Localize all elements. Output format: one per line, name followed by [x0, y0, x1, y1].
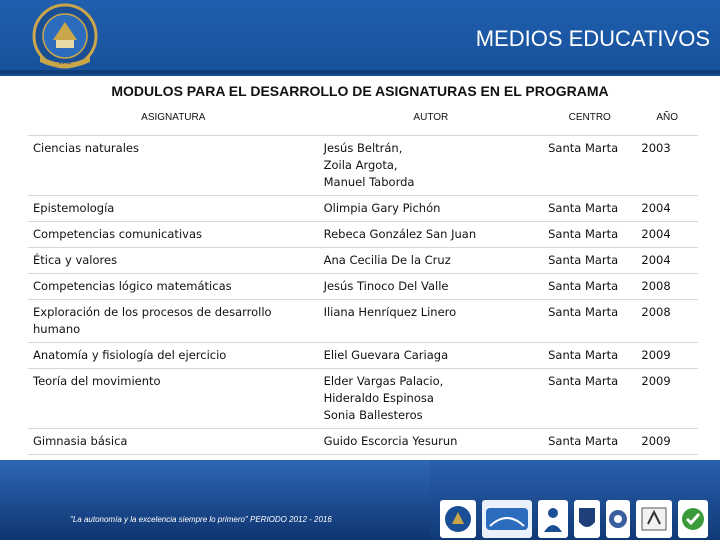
cell-anio: 2003	[636, 136, 698, 196]
cell-asignatura: Competencias comunicativas	[28, 222, 319, 248]
logo-check-icon	[678, 500, 708, 538]
logo-person-icon	[538, 500, 568, 538]
svg-text:1962: 1962	[58, 60, 72, 66]
header-bar	[0, 0, 720, 76]
cell-autor: Eliel Guevara Cariaga	[319, 343, 544, 369]
cell-asignatura: Anatomía y fisiología del ejercicio	[28, 343, 319, 369]
logo-shield-icon	[574, 500, 600, 538]
table-row	[28, 248, 698, 274]
accreditation-logos	[440, 500, 710, 538]
cell-asignatura: Competencias lógico matemáticas	[28, 274, 319, 300]
cell-centro: Santa Marta	[543, 369, 636, 429]
cell-asignatura: Teoría del movimiento	[28, 369, 319, 429]
table-header-row	[28, 108, 698, 136]
cell-autor: Jesús Beltrán, Zoila Argota, Manuel Taborda	[319, 136, 544, 196]
cell-anio: 2009	[636, 343, 698, 369]
cell-autor: Iliana Henríquez Linero	[319, 300, 544, 343]
table-row	[28, 369, 698, 429]
cell-anio: 2004	[636, 222, 698, 248]
modules-table	[28, 108, 698, 455]
footer-slogan-panel	[0, 460, 430, 540]
cell-autor: Ana Cecilia De la Cruz	[319, 248, 544, 274]
column-header-asignatura: ASIGNATURA	[141, 112, 206, 123]
cell-autor: Rebeca González San Juan	[319, 222, 544, 248]
page-title: MEDIOS EDUCATIVOS	[475, 26, 710, 51]
cell-asignatura: Epistemología	[28, 196, 319, 222]
cell-asignatura: Exploración de los procesos de desarrollo humano	[28, 300, 319, 343]
logo-certification-icon	[636, 500, 672, 538]
cell-centro: Santa Marta	[543, 196, 636, 222]
table-row	[28, 222, 698, 248]
logo-university-icon	[440, 500, 476, 538]
logo-badge-icon	[606, 500, 630, 538]
cell-autor: Jesús Tinoco Del Valle	[319, 274, 544, 300]
header-underline	[0, 70, 720, 74]
cell-centro: Santa Marta	[543, 274, 636, 300]
cell-anio: 2008	[636, 300, 698, 343]
cell-anio: 2004	[636, 196, 698, 222]
table-row	[28, 274, 698, 300]
table-row	[28, 196, 698, 222]
cell-anio: 2008	[636, 274, 698, 300]
cell-centro: Santa Marta	[543, 222, 636, 248]
cell-anio: 2009	[636, 429, 698, 455]
footer-slogan: "La autonomía y la excelencia siempre lo primero" PERIODO 2012 - 2016	[70, 515, 332, 524]
cell-autor: Olimpia Gary Pichón	[319, 196, 544, 222]
cell-autor: Guido Escorcia Yesurun	[319, 429, 544, 455]
cell-anio: 2004	[636, 248, 698, 274]
cell-anio: 2009	[636, 369, 698, 429]
column-header-centro: CENTRO	[568, 112, 611, 123]
table-row	[28, 136, 698, 196]
cell-asignatura: Ciencias naturales	[28, 136, 319, 196]
cell-centro: Santa Marta	[543, 429, 636, 455]
table-row	[28, 429, 698, 455]
cell-centro: Santa Marta	[543, 343, 636, 369]
table-row	[28, 300, 698, 343]
cell-asignatura: Ética y valores	[28, 248, 319, 274]
cell-asignatura: Gimnasia básica	[28, 429, 319, 455]
university-seal-icon	[26, 2, 104, 70]
cell-autor: Elder Vargas Palacio, Hideraldo Espinosa Sonia Ballesteros	[319, 369, 544, 429]
cell-centro: Santa Marta	[543, 300, 636, 343]
cell-centro: Santa Marta	[543, 248, 636, 274]
table-row	[28, 343, 698, 369]
logo-acreditacion-icon	[482, 500, 532, 538]
section-subtitle: MODULOS PARA EL DESARROLLO DE ASIGNATURAS EN EL PROGRAMA	[111, 83, 609, 99]
column-header-autor: AUTOR	[413, 112, 449, 123]
cell-centro: Santa Marta	[543, 136, 636, 196]
column-header-anio: AÑO	[656, 112, 679, 123]
